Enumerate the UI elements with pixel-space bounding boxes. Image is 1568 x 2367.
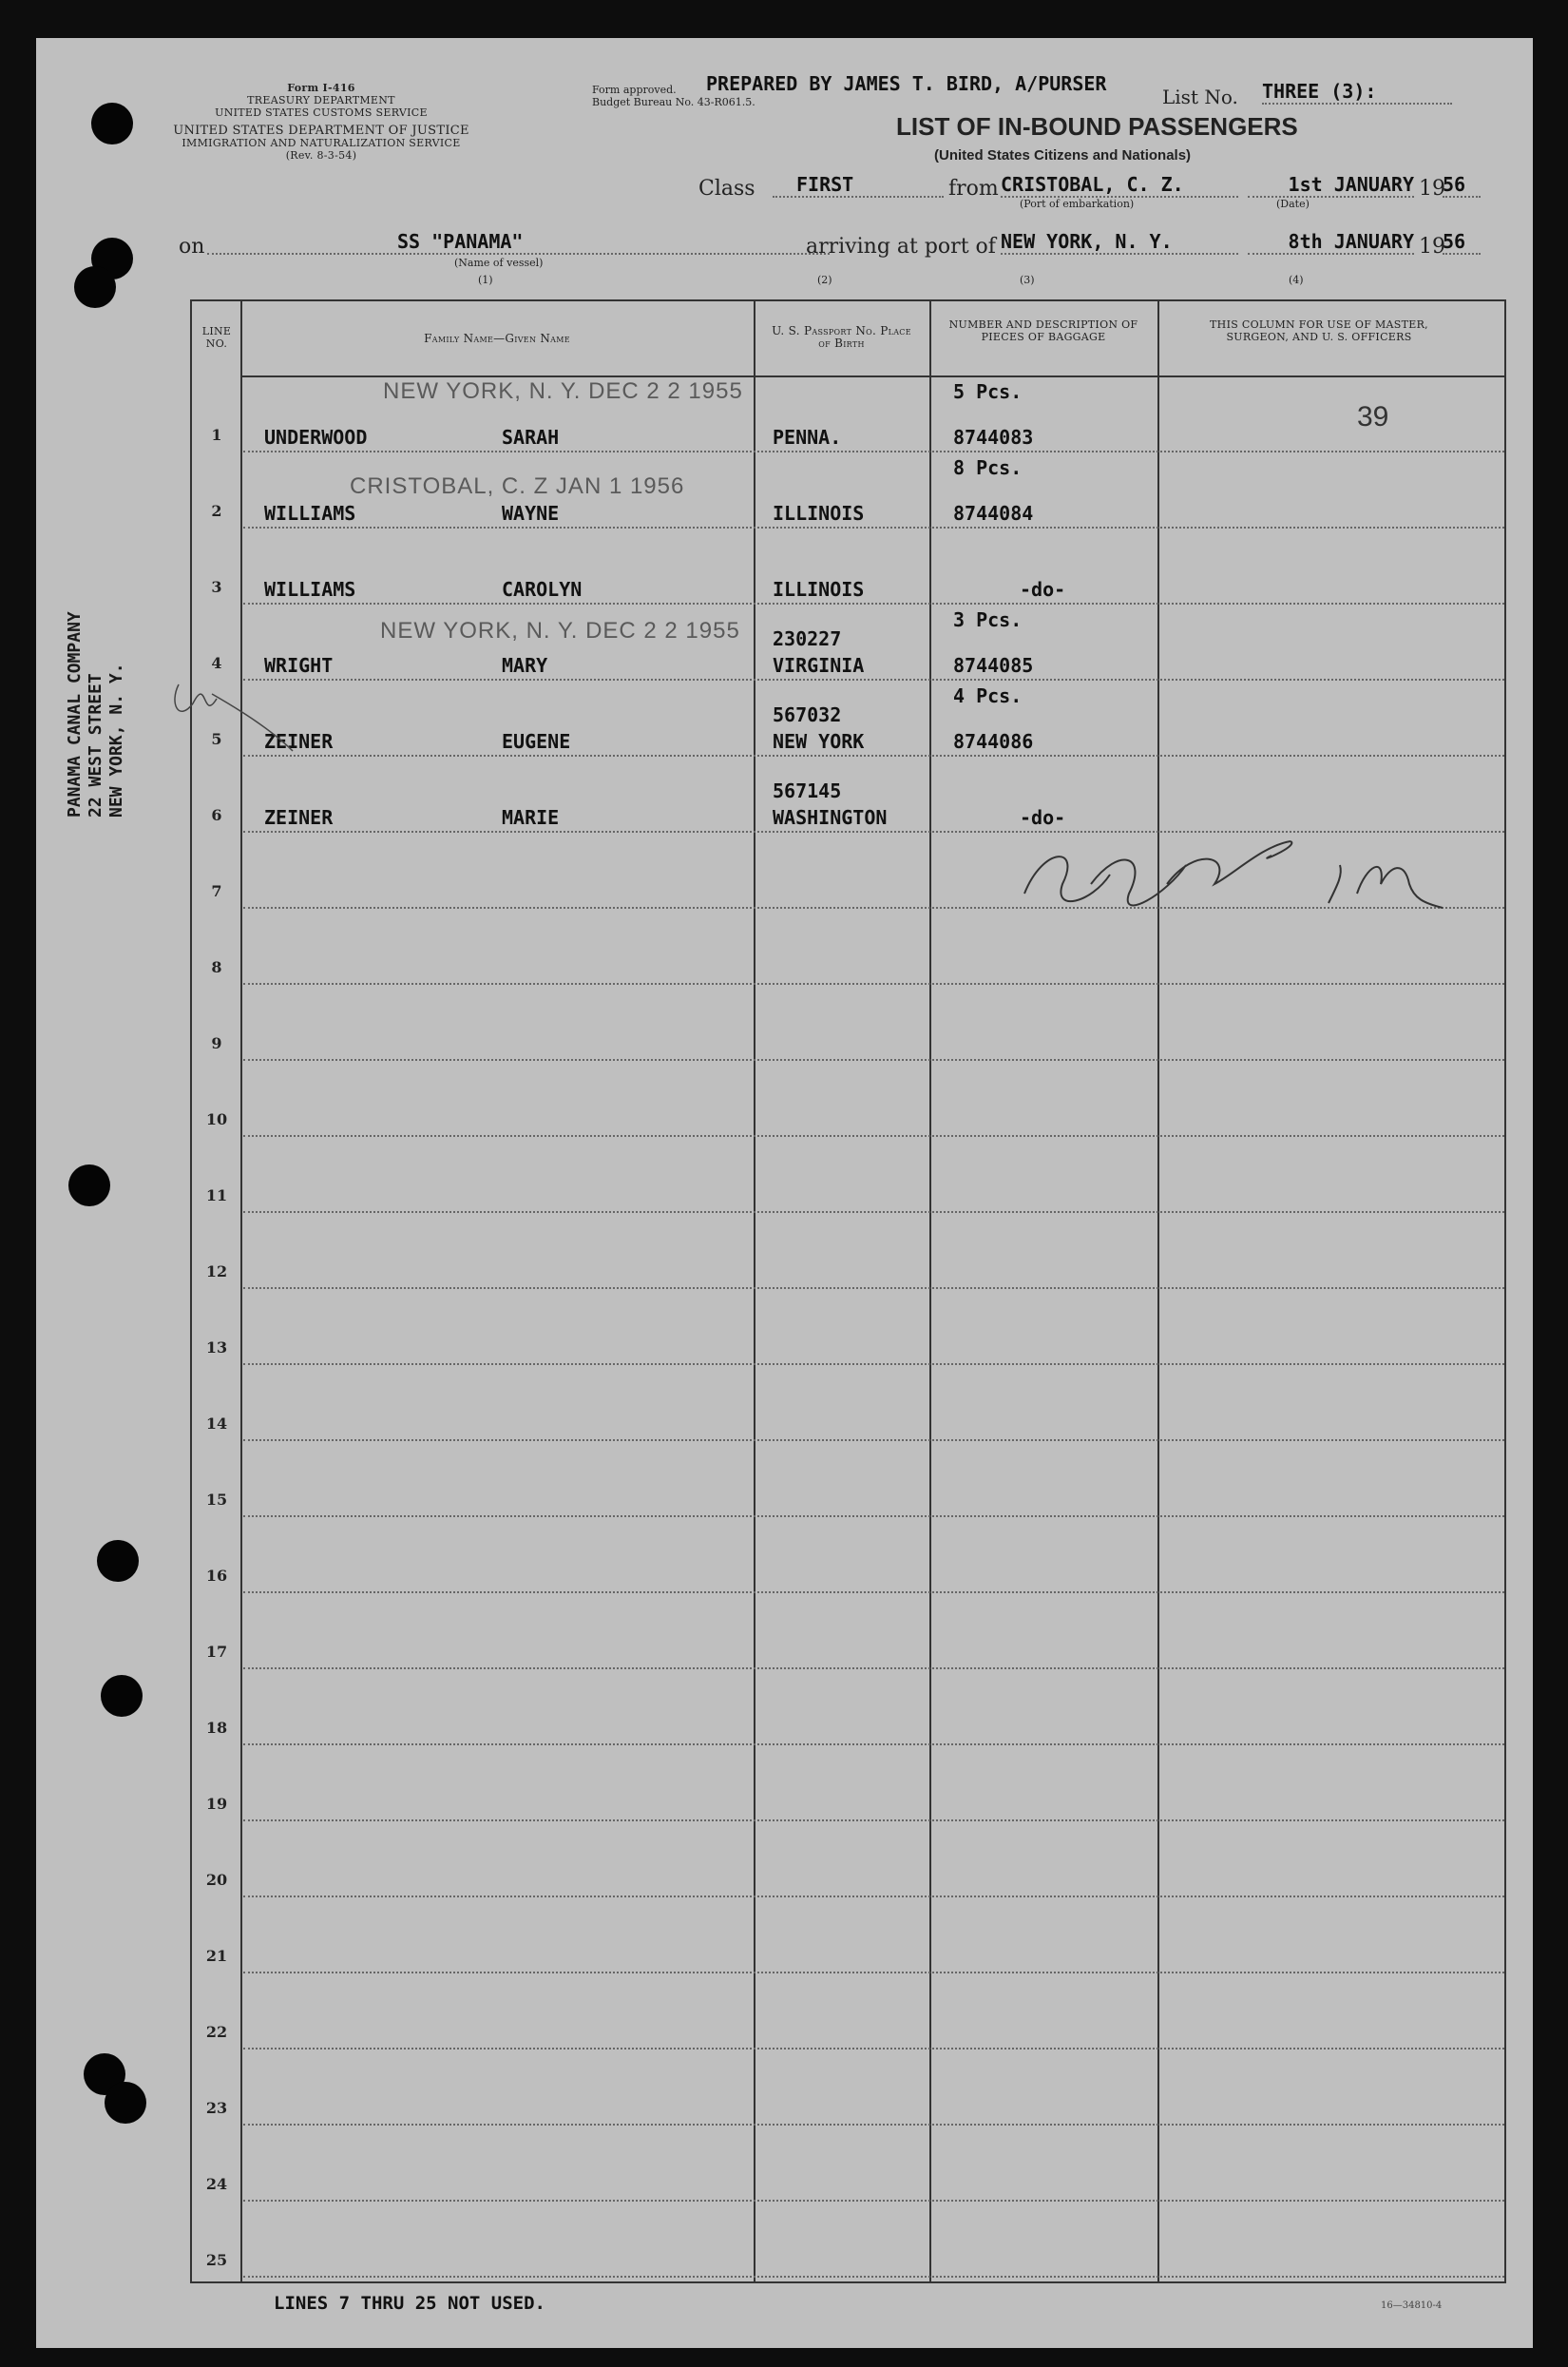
side-line-city: NEW YORK, N. Y. [106,663,126,818]
col-header-line-no: LINE NO. [201,325,232,350]
row-rule [243,1667,1504,1669]
side-line-company: PANAMA CANAL COMPANY [65,611,85,818]
class-label: Class [698,177,755,201]
line-number: 2 [211,502,222,520]
passport-number: 567145 [773,779,842,802]
baggage-pieces: 5 Pcs. [953,380,1023,403]
arrival-year-prefix: 19 [1419,235,1445,259]
family-name: UNDERWOOD [264,426,368,449]
arrival-date: 8th JANUARY [1248,230,1414,255]
side-line-street: 22 WEST STREET [86,673,105,818]
line-number: 1 [211,426,222,444]
row-rule [243,1363,1504,1365]
line-number: 3 [211,578,222,596]
date-stamp: NEW YORK, N. Y. DEC 2 2 1955 [383,378,743,404]
punch-hole [68,1164,110,1206]
line-number: 25 [205,2251,228,2269]
table-header-rule [240,375,1504,377]
arriving-label: arriving at port of [806,235,996,259]
dept-customs: UNITED STATES CUSTOMS SERVICE [215,106,428,119]
place-of-birth: WASHINGTON [773,806,888,829]
embark-year-prefix: 19 [1419,177,1445,201]
col-caption-4: (4) [1289,274,1304,286]
row-rule [243,679,1504,681]
embark-year-suffix: 56 [1443,173,1481,198]
row-rule [243,2200,1504,2202]
revision: (Rev. 8-3-54) [285,149,357,162]
baggage-number: 8744086 [953,730,1034,753]
family-name: WILLIAMS [264,578,356,601]
row-rule [243,1211,1504,1213]
agency-block [169,82,473,162]
form-approved: Form approved. [592,84,677,96]
dept-treasury: TREASURY DEPARTMENT [247,94,395,106]
manifest-page [36,38,1533,2348]
col-header-passport: U. S. Passport No. Place of Birth [772,324,911,350]
row-rule [243,1059,1504,1061]
line-number: 18 [205,1719,228,1737]
class-value: FIRST [773,173,944,198]
col-divider [1157,301,1159,2283]
family-name: ZEINER [264,730,334,753]
family-name: ZEINER [264,806,334,829]
dept-ins: IMMIGRATION AND NATURALIZATION SERVICE [182,137,461,149]
document-subtitle: (United States Citizens and Nationals) [934,147,1192,164]
place-of-birth: ILLINOIS [773,502,865,525]
baggage-number: -do- [1020,578,1066,601]
col-caption-1: (1) [478,274,493,286]
line-number: 20 [205,1871,228,1889]
line-number: 12 [205,1262,228,1280]
row-rule [243,451,1504,452]
port-embark-caption: (Port of embarkation) [1020,198,1135,210]
pencil-check-mark [169,646,302,760]
line-number: 14 [205,1414,228,1433]
place-of-birth: ILLINOIS [773,578,865,601]
line-number: 4 [211,654,222,672]
line-number: 16 [205,1567,228,1585]
given-name: EUGENE [502,730,571,753]
line-number: 6 [211,806,222,824]
given-name: MARIE [502,806,560,829]
row-rule [243,2124,1504,2126]
line-number: 8 [211,958,222,976]
form-number: Form I-416 [287,82,355,94]
officer-count: 39 [1357,401,1389,433]
vessel-name: SS "PANAMA" [207,230,830,255]
baggage-number: 8744085 [953,654,1034,677]
prepared-by: PREPARED BY JAMES T. BIRD, A/PURSER [706,72,1107,95]
row-rule [243,983,1504,985]
baggage-number: 8744083 [953,426,1034,449]
row-rule [243,2276,1504,2278]
line-number: 13 [205,1338,228,1357]
handwritten-signature [1005,789,1500,941]
row-rule [243,527,1504,529]
row-rule [243,1972,1504,1973]
place-of-birth: PENNA. [773,426,842,449]
family-name: WRIGHT [264,654,334,677]
line-number: 10 [205,1110,228,1128]
place-of-birth: VIRGINIA [773,654,865,677]
line-number: 11 [205,1186,228,1204]
col-header-officers: THIS COLUMN FOR USE OF MASTER, SURGEON, AND U. S. OFFICERS [1210,318,1428,343]
dept-justice: UNITED STATES DEPARTMENT OF JUSTICE [173,124,469,138]
place-of-birth: NEW YORK [773,730,865,753]
row-rule [243,1135,1504,1137]
arrival-year-suffix: 56 [1443,230,1481,255]
baggage-number: 8744084 [953,502,1034,525]
row-rule [243,1743,1504,1745]
side-stamp [65,611,127,818]
baggage-pieces: 8 Pcs. [953,456,1023,479]
from-label: from [948,177,999,201]
baggage-number: -do- [1020,806,1066,829]
line-number: 15 [205,1491,228,1509]
row-rule [243,1439,1504,1441]
line-number: 19 [205,1795,228,1813]
col-header-name: Family Name—Given Name [424,332,570,345]
line-number: 22 [205,2023,228,2041]
given-name: SARAH [502,426,560,449]
form-code: 16—34810-4 [1381,2300,1443,2311]
given-name: MARY [502,654,548,677]
list-no-label: List No. [1162,86,1238,108]
punch-hole [74,266,116,308]
date-caption: (Date) [1276,198,1310,210]
line-number: 23 [205,2099,228,2117]
passport-number: 567032 [773,703,842,726]
col-caption-3: (3) [1020,274,1035,286]
col-divider [929,301,931,2283]
given-name: WAYNE [502,502,560,525]
punch-hole [97,1540,139,1582]
family-name: WILLIAMS [264,502,356,525]
row-rule [243,755,1504,757]
given-name: CAROLYN [502,578,583,601]
row-rule [243,1819,1504,1821]
line-number: 7 [211,882,222,900]
row-rule [243,603,1504,605]
baggage-pieces: 3 Pcs. [953,608,1023,631]
embark-port: CRISTOBAL, C. Z. [1001,173,1238,198]
col-caption-2: (2) [817,274,832,286]
row-rule [243,1591,1504,1593]
col-divider [754,301,755,2283]
baggage-pieces: 4 Pcs. [953,684,1023,707]
row-rule [243,1515,1504,1517]
passport-number: 230227 [773,627,842,650]
line-number: 5 [211,730,222,748]
row-rule [243,2048,1504,2049]
line-number: 17 [205,1643,228,1661]
col-divider [240,301,242,2283]
date-stamp: CRISTOBAL, C. Z JAN 1 1956 [350,473,685,499]
on-label: on [179,235,205,259]
punch-hole [105,2082,146,2124]
list-no-value: THREE (3): [1262,80,1452,105]
vessel-caption: (Name of vessel) [454,257,544,269]
embark-date: 1st JANUARY [1248,173,1414,198]
line-number: 24 [205,2175,228,2193]
line-number: 9 [211,1034,222,1052]
date-stamp: NEW YORK, N. Y. DEC 2 2 1955 [380,618,740,644]
row-rule [243,1287,1504,1289]
punch-hole [101,1675,143,1717]
row-rule [243,1896,1504,1897]
line-number: 21 [205,1947,228,1965]
col-header-baggage: NUMBER AND DESCRIPTION OF PIECES OF BAGGAGE [948,318,1138,343]
document-title: LIST OF IN-BOUND PASSENGERS [896,112,1298,141]
arrival-port: NEW YORK, N. Y. [1001,230,1238,255]
budget-bureau: Budget Bureau No. 43-R061.5. [592,96,755,108]
footer-note: LINES 7 THRU 25 NOT USED. [274,2293,545,2314]
punch-hole [91,103,133,144]
